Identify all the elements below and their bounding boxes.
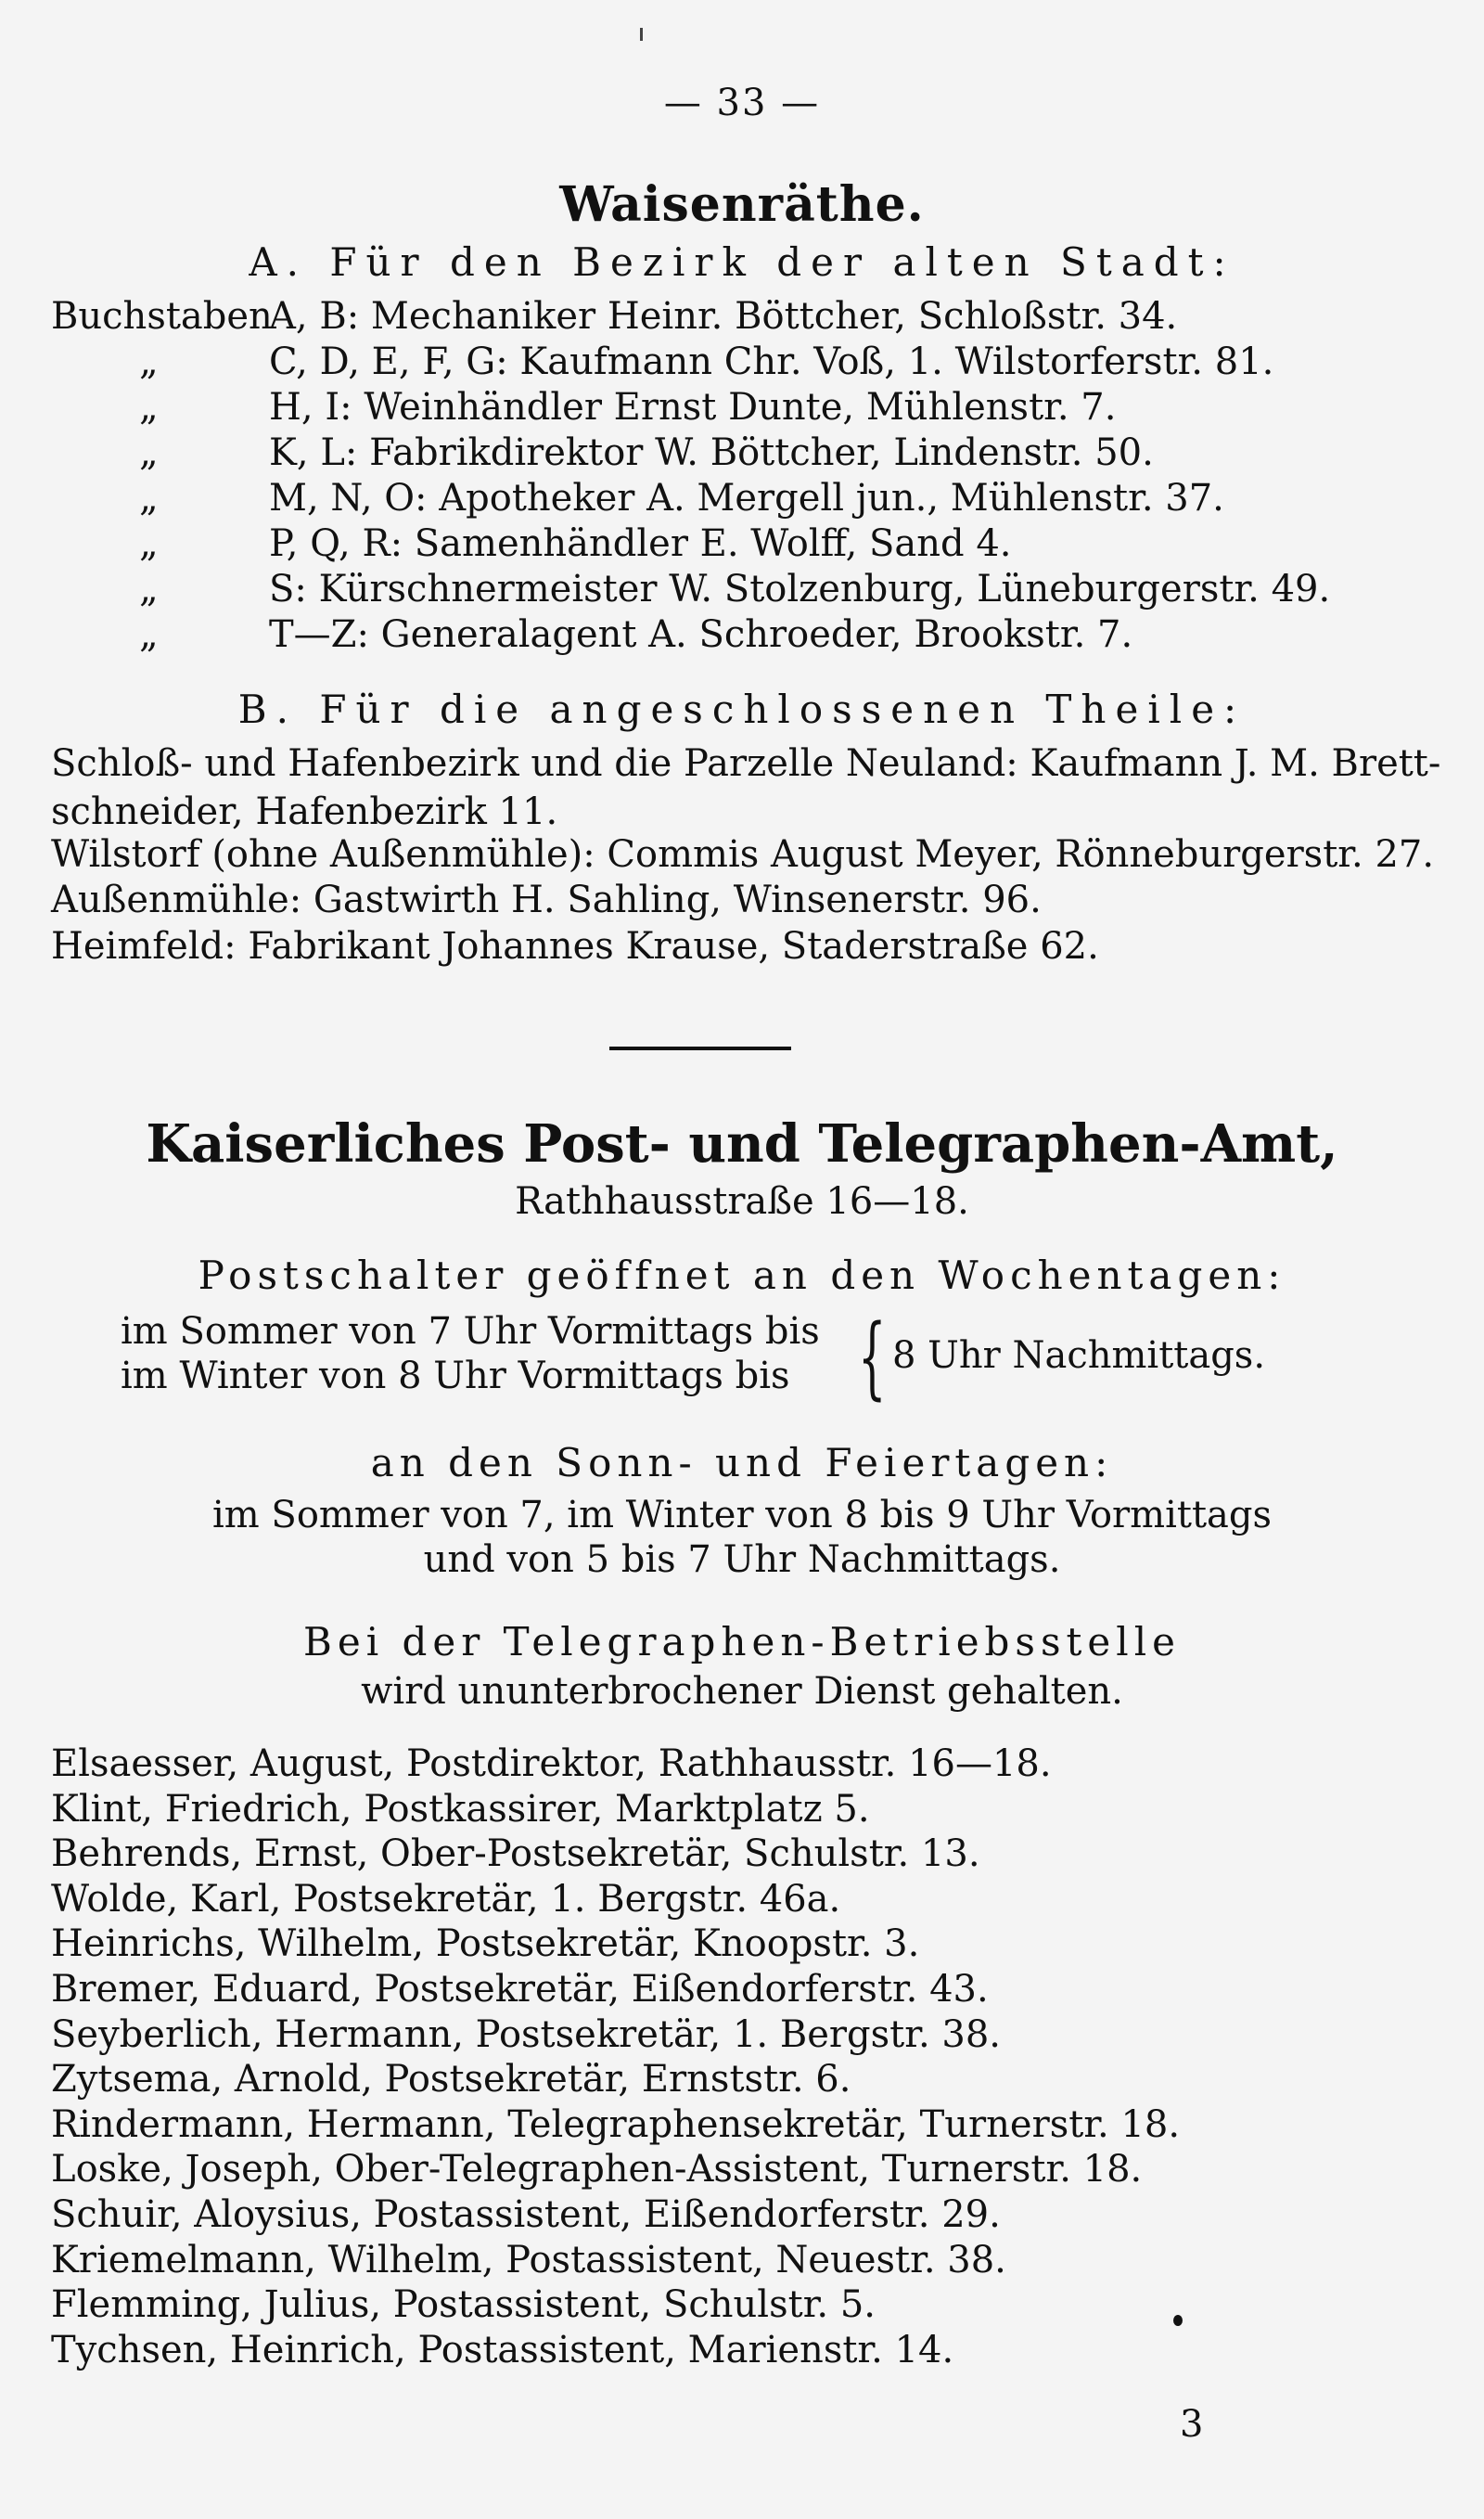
row-letters: C, D, E, F, G: [269,341,508,383]
row-label: „ [139,522,159,565]
page-number: — 33 — [663,82,821,124]
row-text: Weinhändler Ernst Dunte, Mühlenstr. 7. [364,386,1117,429]
brace-mark: { [858,1305,887,1409]
section-b-line: schneider, Hafenbezirk 11. [51,790,558,833]
row-text: Fabrikdirektor W. Böttcher, Lindenstr. 50. [369,431,1154,474]
winter-weekday-hours: im Winter von 8 Uhr Vormittags bis [121,1355,790,1397]
staff-entry: Wolde, Karl, Postsekretär, 1. Bergstr. 46a. [51,1877,841,1921]
section-b-line: Außenmühle: Gastwirth H. Sahling, Winsenerstr. 96. [51,879,1042,921]
section-b-line: Heimfeld: Fabrikant Johannes Krause, Staderstraße 62. [51,925,1099,968]
row-text: Apotheker A. Mergell jun., Mühlenstr. 37. [439,477,1224,520]
signature-mark: 3 [1180,2403,1204,2446]
section-divider [609,1047,791,1050]
staff-entry: Schuir, Aloysius, Postassistent, Eißendorferstr. 29. [51,2193,1001,2236]
sunday-hours-line2: und von 5 bis 7 Uhr Nachmittags. [423,1538,1061,1581]
staff-entry: Kriemelmann, Wilhelm, Postassistent, Neuestr. 38. [51,2238,1006,2281]
row-label: „ [139,431,159,474]
row-text: Samenhändler E. Wolff, Sand 4. [414,522,1012,565]
row-label: Buchstaben [51,295,273,338]
section-a-row [51,386,1116,429]
section-a-row [51,431,1154,474]
sunday-hours-title: an den Sonn- und Feiertagen: [370,1440,1114,1485]
row-letters: K, L: [269,431,358,474]
section-a-row [51,613,1132,656]
telegraph-line2: wird ununterbrochener Dienst gehalten. [361,1670,1123,1713]
weekday-hours-title: Postschalter geöffnet an den Wochentagen: [198,1253,1286,1298]
row-letters: P, Q, R: [269,522,403,565]
staff-entry: Tychsen, Heinrich, Postassistent, Marienstr. 14. [51,2328,954,2371]
staff-entry: Heinrichs, Wilhelm, Postsekretär, Knoopstr. 3. [51,1922,920,1966]
print-mark [640,28,643,41]
row-letters: S: [269,568,307,610]
staff-entry: Rindermann, Hermann, Telegraphensekretär, Turnerstr. 18. [51,2102,1181,2146]
staff-entry: Behrends, Ernst, Ober-Postsekretär, Schulstr. 13. [51,1832,980,1876]
row-label: „ [139,613,159,656]
row-label: „ [139,341,159,383]
ink-dot [1173,2315,1183,2326]
row-letters: M, N, O: [269,477,428,520]
staff-entry: Seyberlich, Hermann, Postsekretär, 1. Bergstr. 38. [51,2012,1001,2056]
row-text: Mechaniker Heinr. Böttcher, Schloßstr. 34. [370,295,1178,338]
row-letters: H, I: [269,386,352,429]
staff-entry: Loske, Joseph, Ober-Telegraphen-Assistent, Turnerstr. 18. [51,2148,1143,2191]
section-a-row [51,568,1330,610]
row-letters: A, B: [269,295,360,338]
post-office-address: Rathhausstraße 16—18. [515,1180,969,1223]
row-text: Kaufmann Chr. Voß, 1. Wilstorferstr. 81. [519,341,1274,383]
staff-entry: Zytsema, Arnold, Postsekretär, Ernststr. 6. [51,2058,851,2101]
row-label: „ [139,477,159,520]
post-office-title: Kaiserliches Post- und Telegraphen-Amt, [146,1113,1338,1175]
summer-weekday-hours: im Sommer von 7 Uhr Vormittags bis [121,1310,820,1353]
section-a-row [51,341,1273,383]
orphans-title: Waisenräthe. [559,176,925,233]
section-a-row [51,295,1177,338]
staff-entry: Klint, Friedrich, Postkassirer, Marktplatz 5. [51,1787,870,1831]
section-b-line: Schloß- und Hafenbezirk und die Parzelle Neuland: Kaufmann J. M. Brett- [51,742,1441,785]
section-a-row [51,477,1224,520]
row-text: Kürschnermeister W. Stolzenburg, Lüneburgerstr. 49. [318,568,1331,610]
section-b-line: Wilstorf (ohne Außenmühle): Commis August Meyer, Rönneburgerstr. 27. [51,833,1435,876]
row-label: „ [139,386,159,429]
staff-entry: Flemming, Julius, Postassistent, Schulstr. 5. [51,2283,876,2327]
staff-entry: Bremer, Eduard, Postsekretär, Eißendorferstr. 43. [51,1968,989,2011]
weekday-closing-time: 8 Uhr Nachmittags. [892,1334,1266,1377]
row-label: „ [139,568,159,610]
section-a-title: A. Für den Bezirk der alten Stadt: [249,239,1235,285]
row-letters: T—Z: [269,613,369,656]
staff-entry: Elsaesser, August, Postdirektor, Rathhausstr. 16—18. [51,1742,1052,1785]
telegraph-line1: Bei der Telegraphen-Betriebsstelle [302,1619,1181,1664]
row-text: Generalagent A. Schroeder, Brookstr. 7. [380,613,1133,656]
sunday-hours-line1: im Sommer von 7, im Winter von 8 bis 9 Uhr Vormittags [211,1494,1272,1536]
section-a-row [51,522,1012,565]
section-b-title: B. Für die angeschlossenen Theile: [237,687,1247,732]
